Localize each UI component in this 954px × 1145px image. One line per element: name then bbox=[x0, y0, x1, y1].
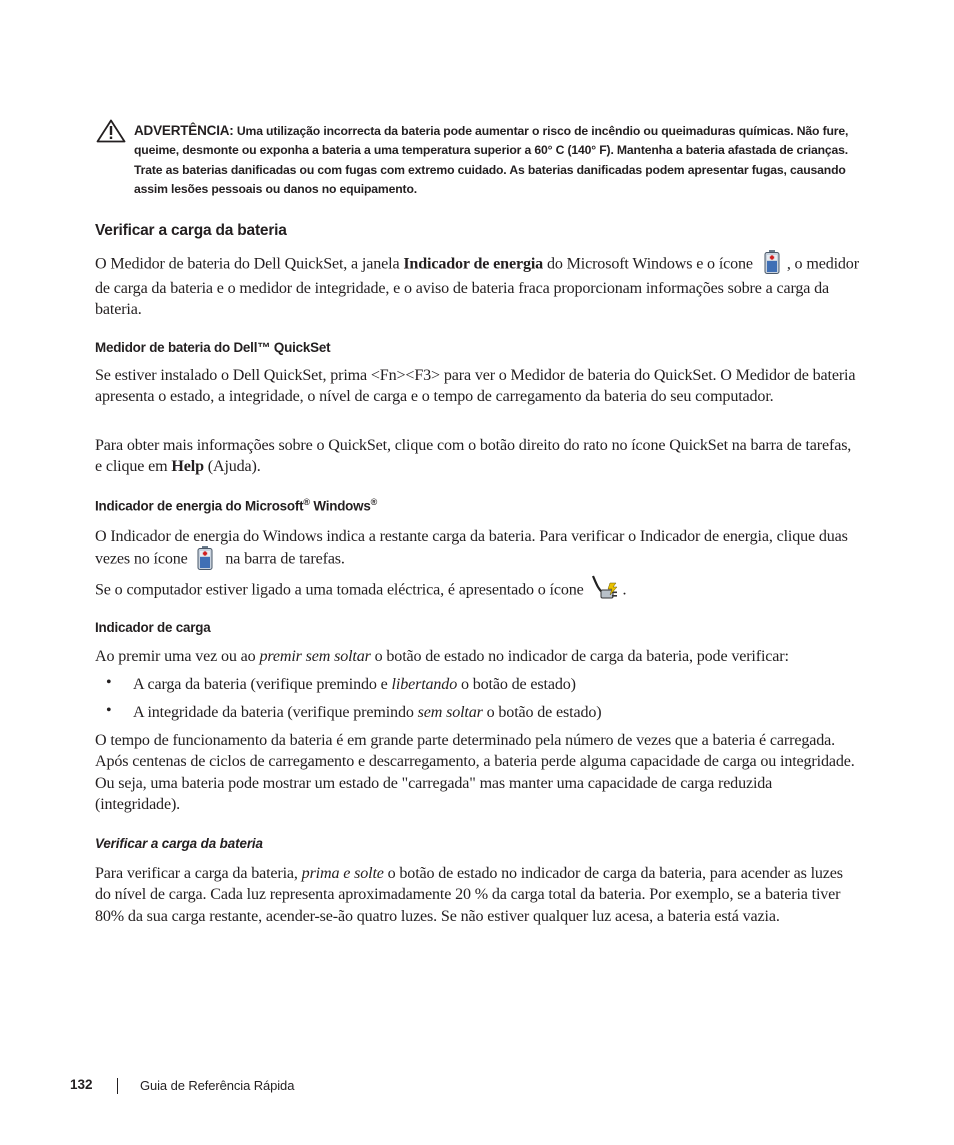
list-bullet: • bbox=[106, 674, 112, 691]
battery-icon bbox=[194, 545, 216, 571]
warning-notice bbox=[134, 121, 854, 199]
check-charge-heading: Verificar a carga da bateria bbox=[95, 836, 263, 851]
battery-icon bbox=[761, 249, 783, 275]
footer-divider bbox=[117, 1078, 118, 1094]
ac-power-plug-icon bbox=[590, 573, 622, 603]
check-charge-paragraph: Para verificar a carga da bateria, prima e solte o botão de estado no indicador de carga da bateria, para acender as luzes do nível de carga. Cada luz representa aproximadamente 20 % da carga total da bateria. Por exemplo, se a bateria tiver 80% da sua carga restante, acender-se-ão quatro luzes. Se não estiver qualquer luz acesa, a bateria está vazia. bbox=[95, 865, 843, 925]
list-item: A integridade da bateria (verifique premindo sem soltar o botão de estado) bbox=[133, 704, 602, 721]
warning-body: Uma utilização incorrecta da bateria pode aumentar o risco de incêndio ou queimaduras químicas. Não fure, queime, desmonte ou exponha a bateria a uma temperatura superior a 60° C (140° F). Mantenha a bateria afastada de crianças. Trate as baterias danificadas ou com fugas com extremo cuidado. As baterias danificadas podem apresentar fugas, causando assim lesões pessoais ou danos no equipamento. bbox=[134, 124, 849, 196]
list-bullet: • bbox=[106, 702, 112, 719]
footer-title: Guia de Referência Rápida bbox=[140, 1078, 295, 1093]
charge-gauge-heading: Indicador de carga bbox=[95, 620, 211, 635]
list-item: A carga da bateria (verifique premindo e libertando o botão de estado) bbox=[133, 676, 576, 693]
intro-paragraph: O Medidor de bateria do Dell QuickSet, a janela Indicador de energia do Microsoft Windows e o ícone , o medidor de carga da bateria e o medidor de integridade, e o aviso de bateria fraca proporcionam informações sobre a carga da bateria. bbox=[95, 252, 860, 321]
quickset-paragraph-1: Se estiver instalado o Dell QuickSet, prima <Fn><F3> para ver o Medidor de bateria do QuickSet. O Medidor de bateria apresenta o estado, a integridade, o nível de carga e o tempo de carregamento da bateria do seu computador. bbox=[95, 367, 856, 406]
gauge-paragraph-1: Ao premir uma vez ou ao premir sem soltar o botão de estado no indicador de carga da bateria, pode verificar: bbox=[95, 648, 789, 665]
warning-triangle-icon bbox=[96, 119, 126, 143]
warning-label: ADVERTÊNCIA: bbox=[134, 123, 234, 138]
quickset-heading: Medidor de bateria do Dell™ QuickSet bbox=[95, 340, 331, 355]
windows-paragraph-2: Se o computador estiver ligado a uma tomada eléctrica, é apresentado o ícone . bbox=[95, 576, 860, 606]
windows-power-meter-heading: Indicador de energia do Microsoft® Windows® bbox=[95, 497, 378, 514]
windows-paragraph-1: O Indicador de energia do Windows indica a restante carga da bateria. Para verificar o Indicador de energia, clique duas vezes no ícone na barra de tarefas. bbox=[95, 526, 860, 573]
gauge-paragraph-2: O tempo de funcionamento da bateria é em grande parte determinado pela número de vezes que a bateria é carregada. Após centenas de ciclos de carregamento e descarregamento, a bateria perde alguma capacidade de carga ou integridade. Ou seja, uma bateria pode mostrar um estado de "carregada" mas manter uma capacidade de carga reduzida (integridade). bbox=[95, 732, 855, 813]
section-title: Verificar a carga da bateria bbox=[95, 222, 287, 239]
quickset-paragraph-2: Para obter mais informações sobre o QuickSet, clique com o botão direito do rato no ícone QuickSet na barra de tarefas, e clique em Help (Ajuda). bbox=[95, 437, 852, 476]
page-number: 132 bbox=[70, 1077, 93, 1092]
